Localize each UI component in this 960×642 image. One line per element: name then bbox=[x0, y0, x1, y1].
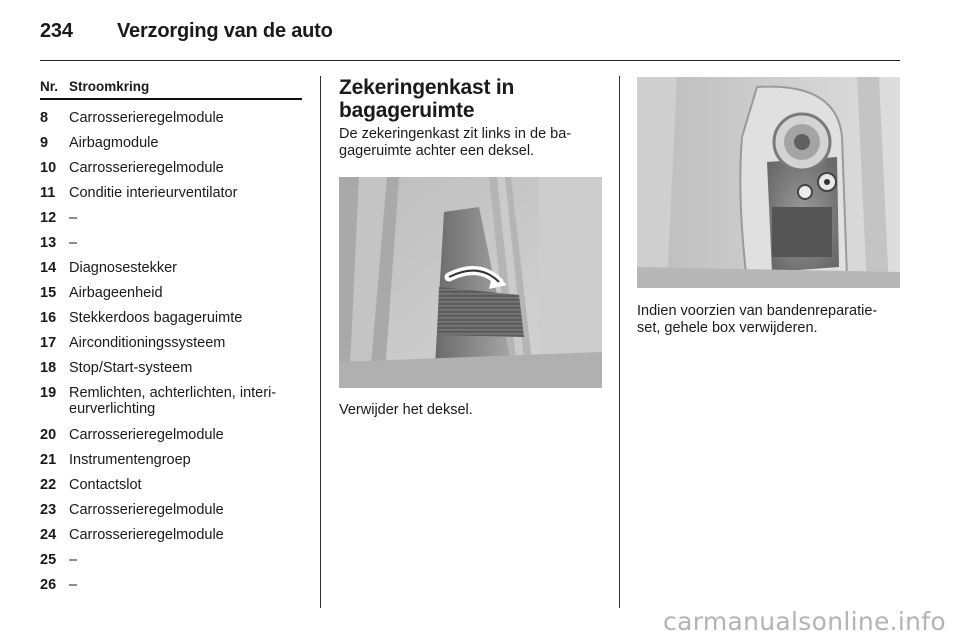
fuse-circuit: Carrosserieregelmodule bbox=[69, 502, 224, 518]
column-divider bbox=[619, 76, 620, 608]
fuse-number: 24 bbox=[40, 527, 57, 543]
fuse-circuit: – bbox=[69, 235, 78, 251]
fuse-circuit: Contactslot bbox=[69, 477, 142, 493]
fuse-number: 23 bbox=[40, 502, 57, 518]
caption-remove-cover: Verwijder het deksel. bbox=[339, 402, 473, 418]
page-header bbox=[40, 16, 900, 61]
section-heading-line1: Zekeringenkast in bbox=[339, 76, 515, 99]
fuse-number: 14 bbox=[40, 260, 57, 276]
fuse-number: 8 bbox=[40, 110, 49, 126]
fuse-circuit: Carrosserieregelmodule bbox=[69, 160, 224, 176]
fuse-circuit: Instrumentengroep bbox=[69, 452, 191, 468]
photo-trunk-cover bbox=[339, 177, 602, 388]
intro-line1: De zekeringenkast zit links in de ba- bbox=[339, 126, 572, 142]
fuse-circuit: Airbagmodule bbox=[69, 135, 159, 151]
fuse-number: 22 bbox=[40, 477, 57, 493]
section-heading-line2: bagageruimte bbox=[339, 99, 475, 122]
fuse-number: 25 bbox=[40, 552, 57, 568]
fuse-circuit: Airbageenheid bbox=[69, 285, 163, 301]
caption2-line1: Indien voorzien van bandenreparatie- bbox=[637, 303, 878, 319]
fuse-number: 15 bbox=[40, 285, 57, 301]
fuse-circuit: – bbox=[69, 552, 78, 568]
fuse-number: 26 bbox=[40, 577, 57, 593]
watermark: carmanualsonline.info bbox=[663, 607, 946, 636]
section-fusebox-trunk bbox=[339, 76, 602, 160]
fuse-circuit: Diagnosestekker bbox=[69, 260, 177, 276]
fuse-circuit: Carrosserieregelmodule bbox=[69, 527, 224, 543]
intro-paragraph bbox=[339, 126, 602, 160]
fuse-number: 16 bbox=[40, 310, 57, 326]
column-divider bbox=[320, 76, 321, 608]
fuse-number: 11 bbox=[40, 185, 56, 201]
fuse-circuit: Stekkerdoos bagageruimte bbox=[69, 310, 243, 326]
fuse-circuit-line1: Remlichten, achterlichten, interi- bbox=[69, 385, 277, 401]
fuse-number: 13 bbox=[40, 235, 57, 251]
page-number: 234 bbox=[40, 20, 73, 42]
intro-line2: gageruimte achter een deksel. bbox=[339, 143, 535, 159]
fuse-number: 19 bbox=[40, 385, 57, 401]
fuse-circuit: Carrosserieregelmodule bbox=[69, 427, 224, 443]
section-heading bbox=[339, 76, 602, 122]
fuse-circuit bbox=[69, 385, 302, 417]
fuse-circuit: Stop/Start-systeem bbox=[69, 360, 193, 376]
fuse-circuit: Conditie interieurventilator bbox=[69, 185, 238, 201]
caption-tire-repair-kit bbox=[637, 303, 877, 337]
fuse-circuit-line2: eurverlichting bbox=[69, 401, 156, 417]
fuse-circuit: Airconditioningssysteem bbox=[69, 335, 226, 351]
fuse-number: 21 bbox=[40, 452, 57, 468]
column-header-circuit: Stroomkring bbox=[69, 79, 150, 94]
fuse-number: 17 bbox=[40, 335, 57, 351]
fuse-number: 10 bbox=[40, 160, 57, 176]
fuse-number: 18 bbox=[40, 360, 57, 376]
fuse-number: 9 bbox=[40, 135, 49, 151]
fuse-circuit: Carrosserieregelmodule bbox=[69, 110, 224, 126]
fuse-circuit: – bbox=[69, 210, 78, 226]
page-title: Verzorging van de auto bbox=[117, 20, 333, 42]
table-header bbox=[40, 76, 302, 100]
fuse-circuit: – bbox=[69, 577, 78, 593]
fuse-number: 12 bbox=[40, 210, 57, 226]
column-header-nr: Nr. bbox=[40, 79, 59, 94]
fuse-table bbox=[40, 76, 302, 593]
photo-tire-repair-box bbox=[637, 77, 900, 288]
fuse-number: 20 bbox=[40, 427, 57, 443]
caption2-line2: set, gehele box verwijderen. bbox=[637, 320, 818, 336]
